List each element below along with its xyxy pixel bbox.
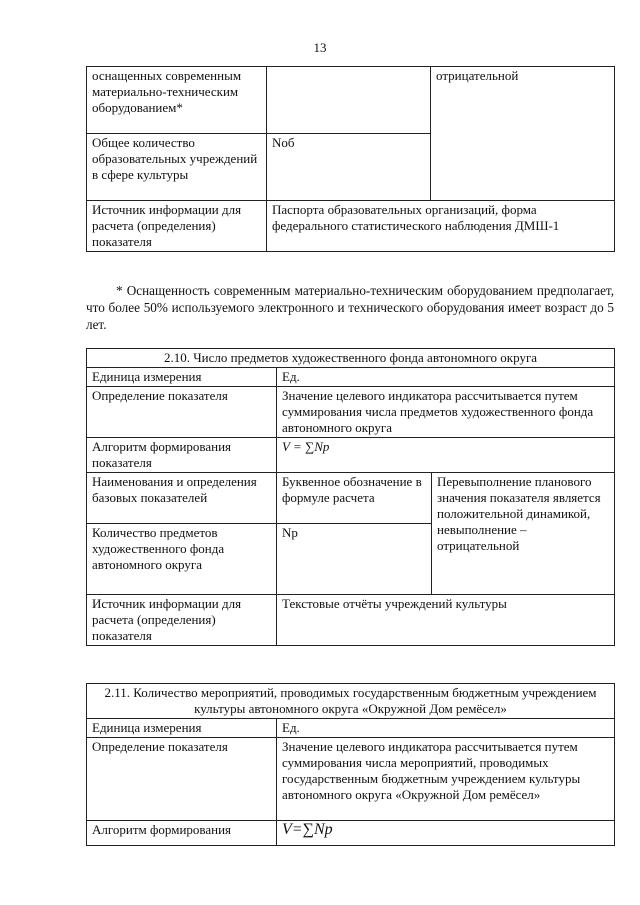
page-number: 13 <box>313 40 327 55</box>
table-row <box>87 67 615 134</box>
formula-variable: Np <box>314 439 330 454</box>
row-symbol: Nоб <box>267 134 431 201</box>
formula-lhs: V = <box>282 439 305 454</box>
formula <box>277 438 615 473</box>
row-label: Источник информации для расчета (определения) показателя <box>87 201 267 252</box>
indicator-table-2-10 <box>86 348 615 646</box>
row-value: Паспорта образовательных организаций, форма федерального статистического наблюдения ДМШ-1 <box>267 201 615 252</box>
table-row <box>87 201 615 252</box>
table-row <box>87 387 615 438</box>
table-title: 2.11. Количество мероприятий, проводимых государственным бюджетным учреждением культуры автономного округа «Окружной Дом ремёсел» <box>87 684 615 719</box>
indicator-table-2-11 <box>86 683 615 846</box>
table-row <box>87 595 615 646</box>
indicator-table-continued <box>86 66 615 252</box>
row-symbol-header: Буквенное обозначение в формуле расчета <box>277 473 432 524</box>
row-value: Ед. <box>277 368 615 387</box>
row-label: Источник информации для расчета (определения) показателя <box>87 595 277 646</box>
sum-symbol: ∑ <box>304 439 315 454</box>
row-label: Определение показателя <box>87 738 277 821</box>
formula: V=∑Np <box>277 821 615 846</box>
row-value: Ед. <box>277 719 615 738</box>
row-value: Значение целевого индикатора рассчитывается путем суммирования числа мероприятий, проводимых государственным бюджетным учреждением культуры автономного округа «Окружной Дом ремёсел» <box>277 738 615 821</box>
row-label: Единица измерения <box>87 719 277 738</box>
footnote: * Оснащенность современным материально-техническим оборудованием предполагает, что более 50% используемого электронного и технического оборудования имеет возраст до 5 лет. <box>86 283 614 332</box>
row-note: отрицательной <box>431 67 615 201</box>
table-row <box>87 738 615 821</box>
table-row <box>87 684 615 719</box>
row-label: Алгоритм формирования <box>87 821 277 846</box>
row-label: Единица измерения <box>87 368 277 387</box>
table-row <box>87 349 615 368</box>
row-label: Наименования и определения базовых показателей <box>87 473 277 524</box>
row-label: оснащенных современным материально-техническим оборудованием* <box>87 67 267 134</box>
row-symbol: Np <box>277 524 432 595</box>
row-value: Текстовые отчёты учреждений культуры <box>277 595 615 646</box>
table-row <box>87 438 615 473</box>
table-row <box>87 719 615 738</box>
row-label: Алгоритм формирования показателя <box>87 438 277 473</box>
table-row <box>87 473 615 524</box>
row-value: Значение целевого индикатора рассчитывается путем суммирования числа предметов художественного фонда автономного округа <box>277 387 615 438</box>
table-row <box>87 368 615 387</box>
row-unit <box>267 67 431 134</box>
row-label: Количество предметов художественного фонда автономного округа <box>87 524 277 595</box>
row-note: Перевыполнение планового значения показателя является положительной динамикой, невыполнение – отрицательной <box>432 473 615 595</box>
table-row <box>87 821 615 846</box>
row-label: Общее количество образовательных учреждений в сфере культуры <box>87 134 267 201</box>
row-label: Определение показателя <box>87 387 277 438</box>
table-title: 2.10. Число предметов художественного фонда автономного округа <box>87 349 615 368</box>
